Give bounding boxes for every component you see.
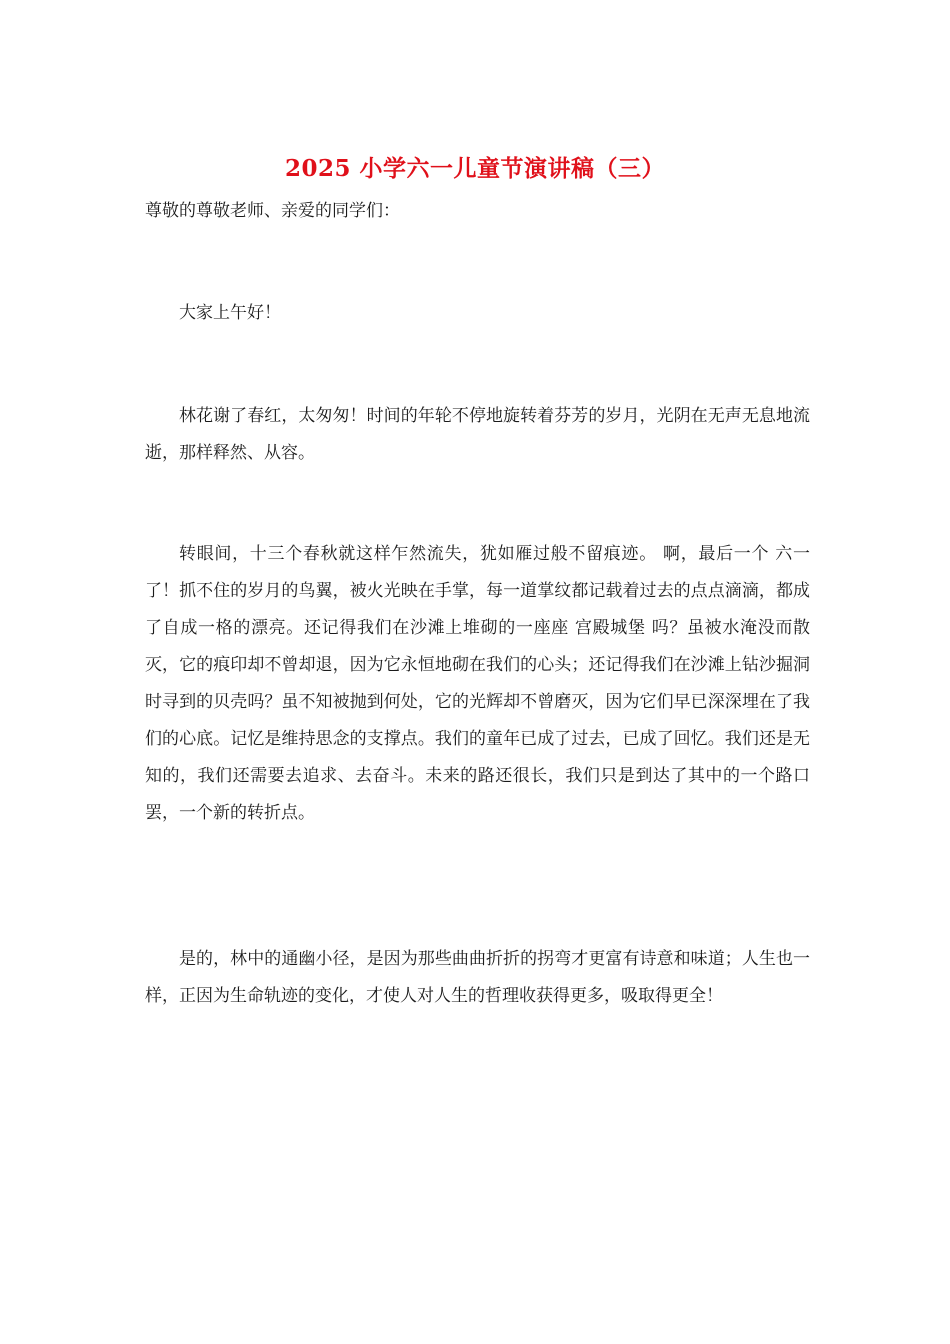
paragraph-time-passing: 林花谢了春红，太匆匆！时间的年轮不停地旋转着芬芳的岁月，光阴在无声无息地流逝，那样释然、从容。: [145, 406, 810, 463]
paragraph-opening: 大家上午好！: [179, 303, 281, 323]
page-title: 2025 小学六一儿童节演讲稿（三）: [284, 155, 666, 182]
greeting-line: 尊敬的尊敬老师、亲爱的同学们：: [145, 201, 400, 221]
paragraph-memories: 转眼间，十三个春秋就这样乍然流失，犹如雁过般不留痕迹。 啊，最后一个 六一 了！抓不住的岁月的鸟翼，被火光映在手掌，每一道掌纹都记载着过去的点点滴滴，都成了自成一格的漂亮。还记得我们在沙滩上堆砌的一座座 宫殿城堡 吗？虽被水淹没而散灭，它的痕印却不曾却退，因为它永恒地砌在我们的心头；还记得我们在沙滩上钻沙掘洞时寻到的贝壳吗？虽不知被抛到何处，它的光辉却不曾磨灭，因为它们早已深深埋在了我们的心底。记忆是维持思念的支撑点。我们的童年已成了过去，已成了回忆。我们还是无知的，我们还需要去追求、去奋斗。未来的路还很长，我们只是到达了其中的一个路口罢，一个新的转折点。: [145, 544, 810, 823]
paragraph-conclusion: 是的，林中的通幽小径，是因为那些曲曲折折的拐弯才更富有诗意和味道；人生也一样，正因为生命轨迹的变化，才使人对人生的哲理收获得更多，吸取得更全！: [145, 949, 810, 1006]
